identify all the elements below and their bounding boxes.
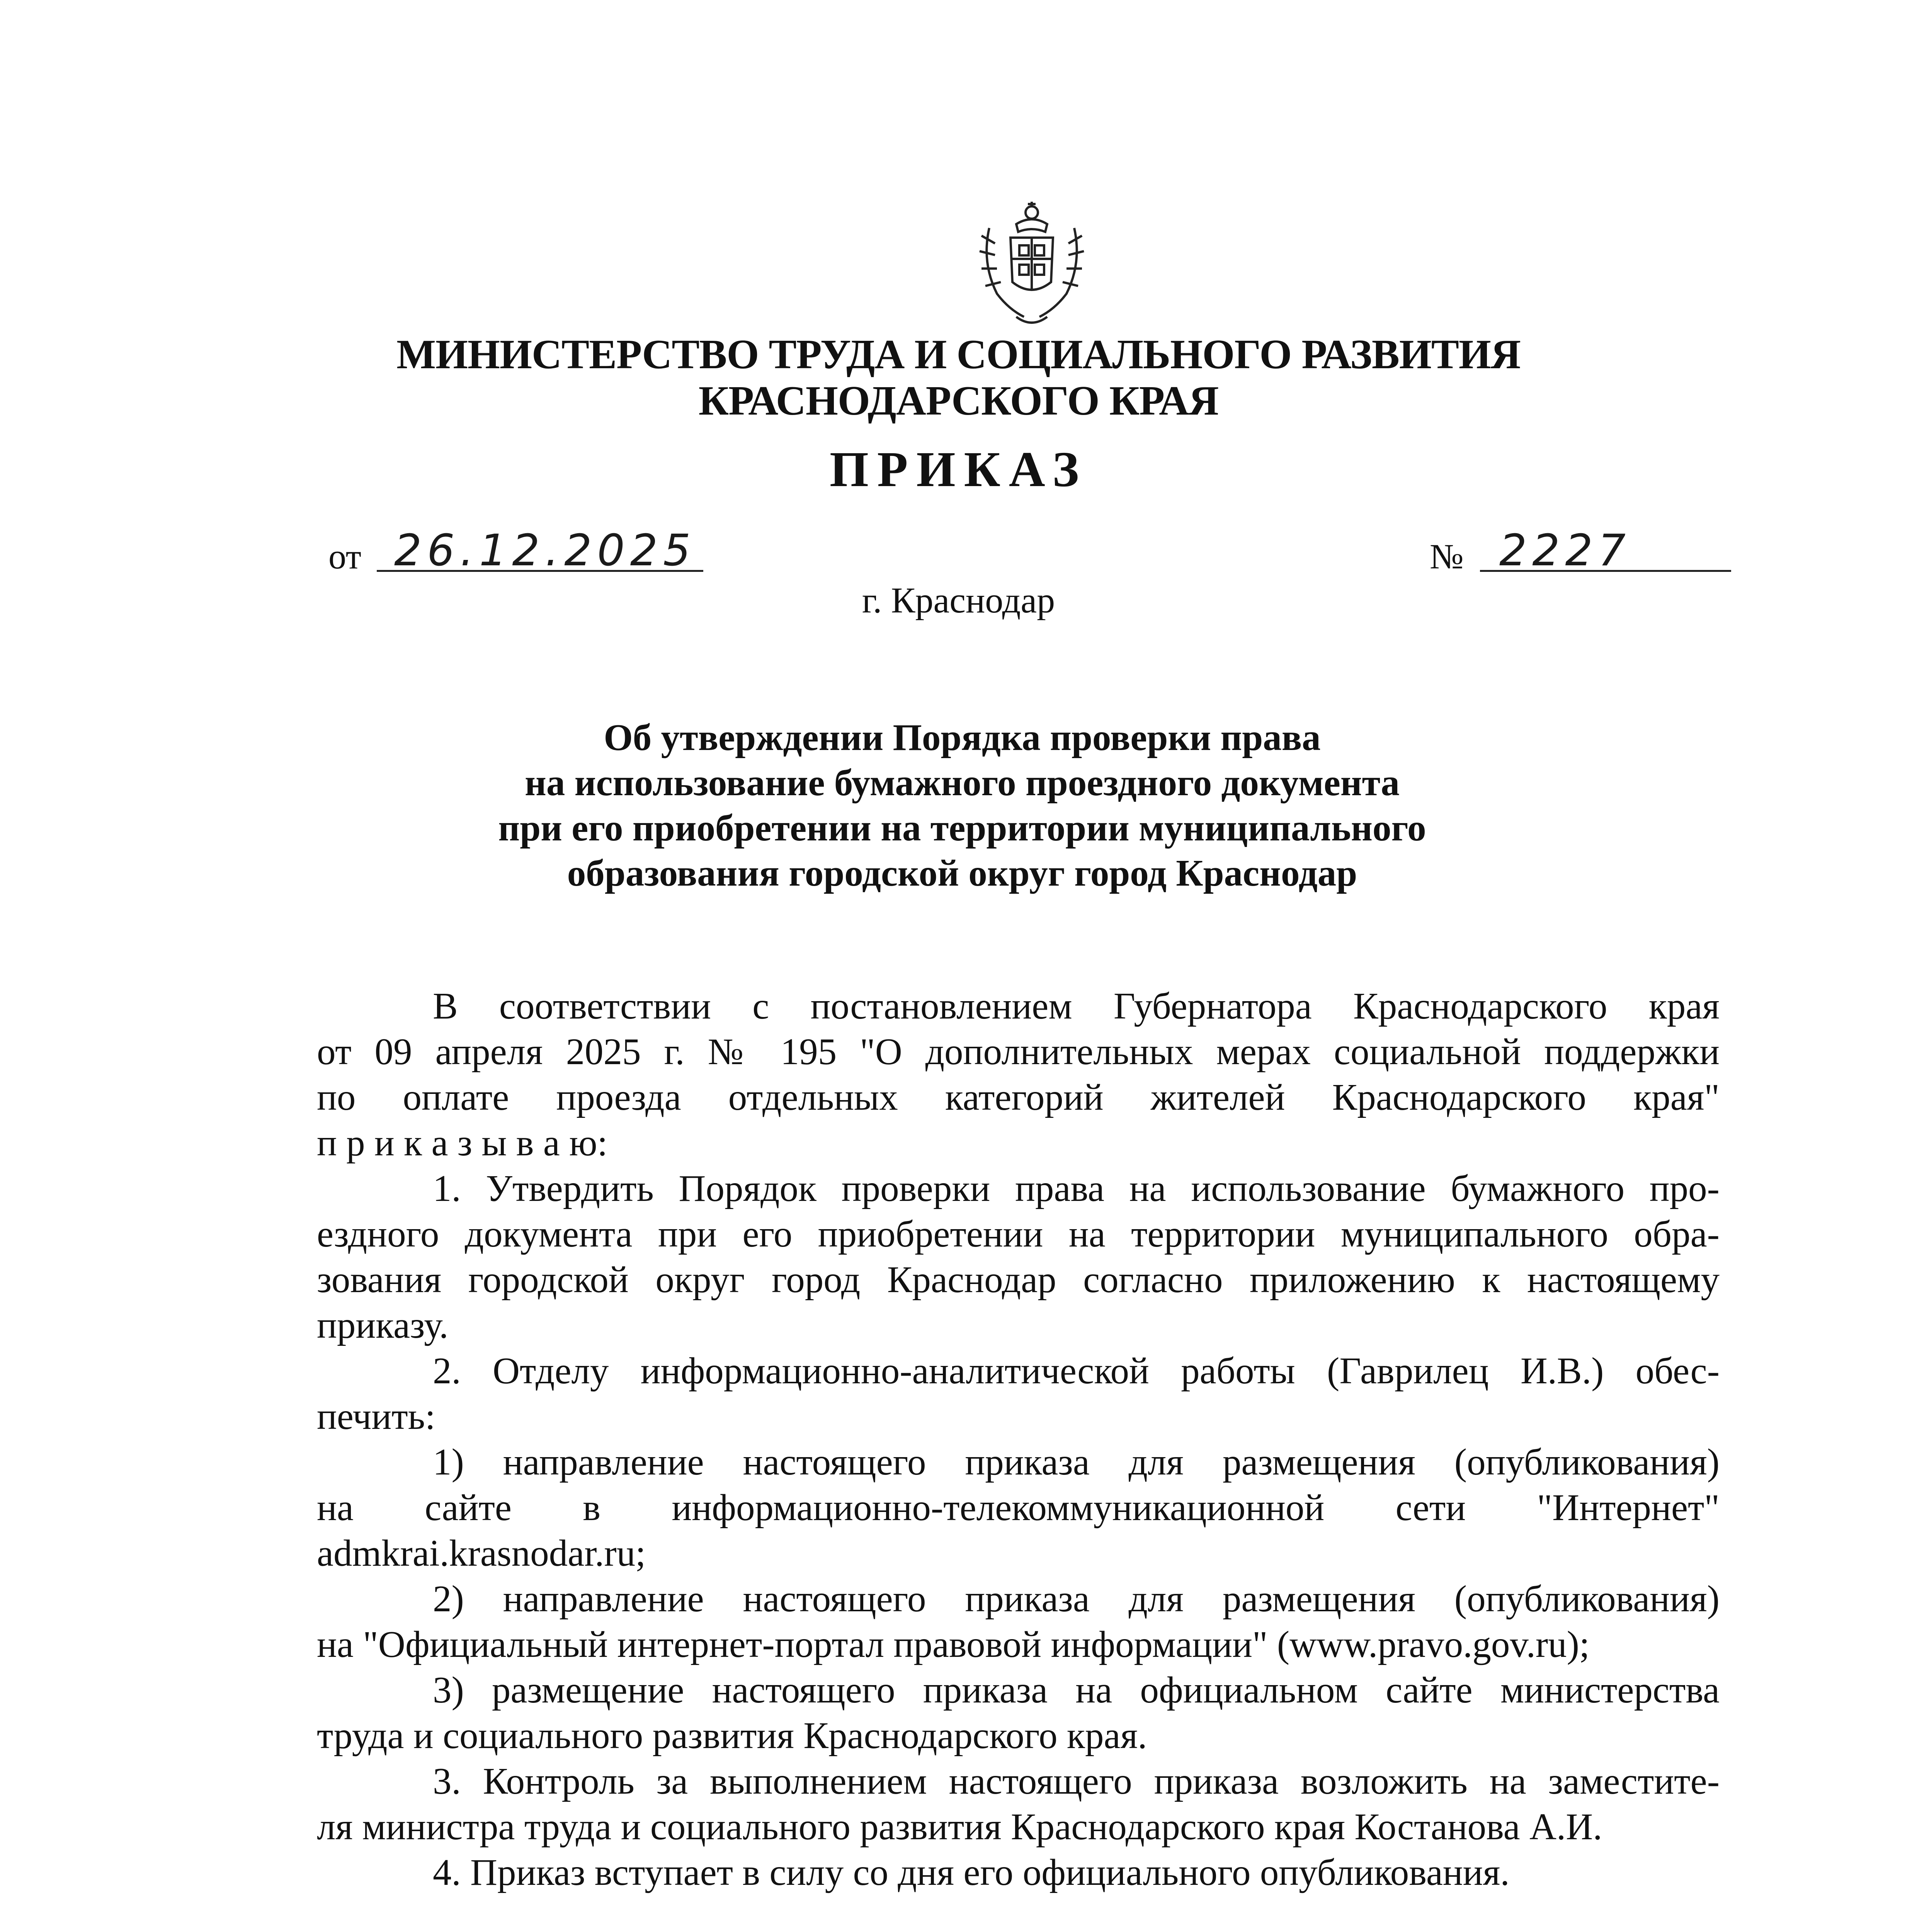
body-line: ездного документа при его приобретении на территории муниципального обра- [317,1213,1720,1255]
title-line: при его приобретении на территории муниципального [498,807,1426,849]
coat-of-arms-emblem [974,201,1090,332]
body-line: 1. Утвердить Порядок проверки права на использование бумажного про- [433,1168,1720,1209]
body-line: от 09 апреля 2025 г. № 195 "О дополнительных мерах социальной поддержки [317,1031,1720,1072]
body-line: на сайте в информационно-телекоммуникационной сети "Интернет" [317,1487,1720,1528]
number-handwritten: 2227 [1499,526,1631,576]
number-prefix: № [1430,537,1464,576]
document-type: ПРИКАЗ [829,442,1088,497]
body-line: admkrai.krasnodar.ru; [317,1532,646,1574]
body-line: 2. Отделу информационно-аналитической работы (Гаврилец И.В.) обес- [433,1350,1720,1391]
number-underline [1480,570,1731,572]
date-handwritten: 26.12.2025 [394,526,696,576]
body-line: печить: [317,1396,435,1437]
title-line: образования городской округ город Краснодар [567,852,1357,894]
body-line: 1) направление настоящего приказа для размещения (опубликования) [433,1441,1720,1483]
body-line: зования городской округ город Краснодар согласно приложению к настоящему [317,1259,1720,1300]
date-prefix: от [328,537,361,576]
body-line: по оплате проезда отдельных категорий жителей Краснодарского края" [317,1077,1720,1118]
body-line: ля министра труда и социального развития Краснодарского края Костанова А.И. [317,1806,1602,1847]
title-line: на использование бумажного проездного документа [524,762,1400,803]
title-line: Об утверждении Порядка проверки права [604,717,1321,758]
body-line: п р и к а з ы в а ю: [317,1122,608,1163]
body-line: приказу. [317,1304,449,1346]
body-line: В соответствии с постановлением Губернатора Краснодарского края [433,985,1720,1027]
ministry-name-line-2: КРАСНОДАРСКОГО КРАЯ [698,378,1219,424]
ministry-name-line-1: МИНИСТЕРСТВО ТРУДА И СОЦИАЛЬНОГО РАЗВИТИЯ [396,332,1521,378]
body-line: труда и социального развития Краснодарского края. [317,1715,1147,1756]
body-line: 2) направление настоящего приказа для размещения (опубликования) [433,1578,1720,1619]
date-underline [377,570,703,572]
body-line: на "Официальный интернет-портал правовой информации" (www.pravo.gov.ru); [317,1624,1590,1665]
body-line: 4. Приказ вступает в силу со дня его официального опубликования. [433,1852,1510,1893]
city: г. Краснодар [862,580,1055,621]
body-line: 3. Контроль за выполнением настоящего приказа возложить на заместите- [433,1760,1720,1802]
body-line: 3) размещение настоящего приказа на официальном сайте министерства [433,1669,1720,1711]
